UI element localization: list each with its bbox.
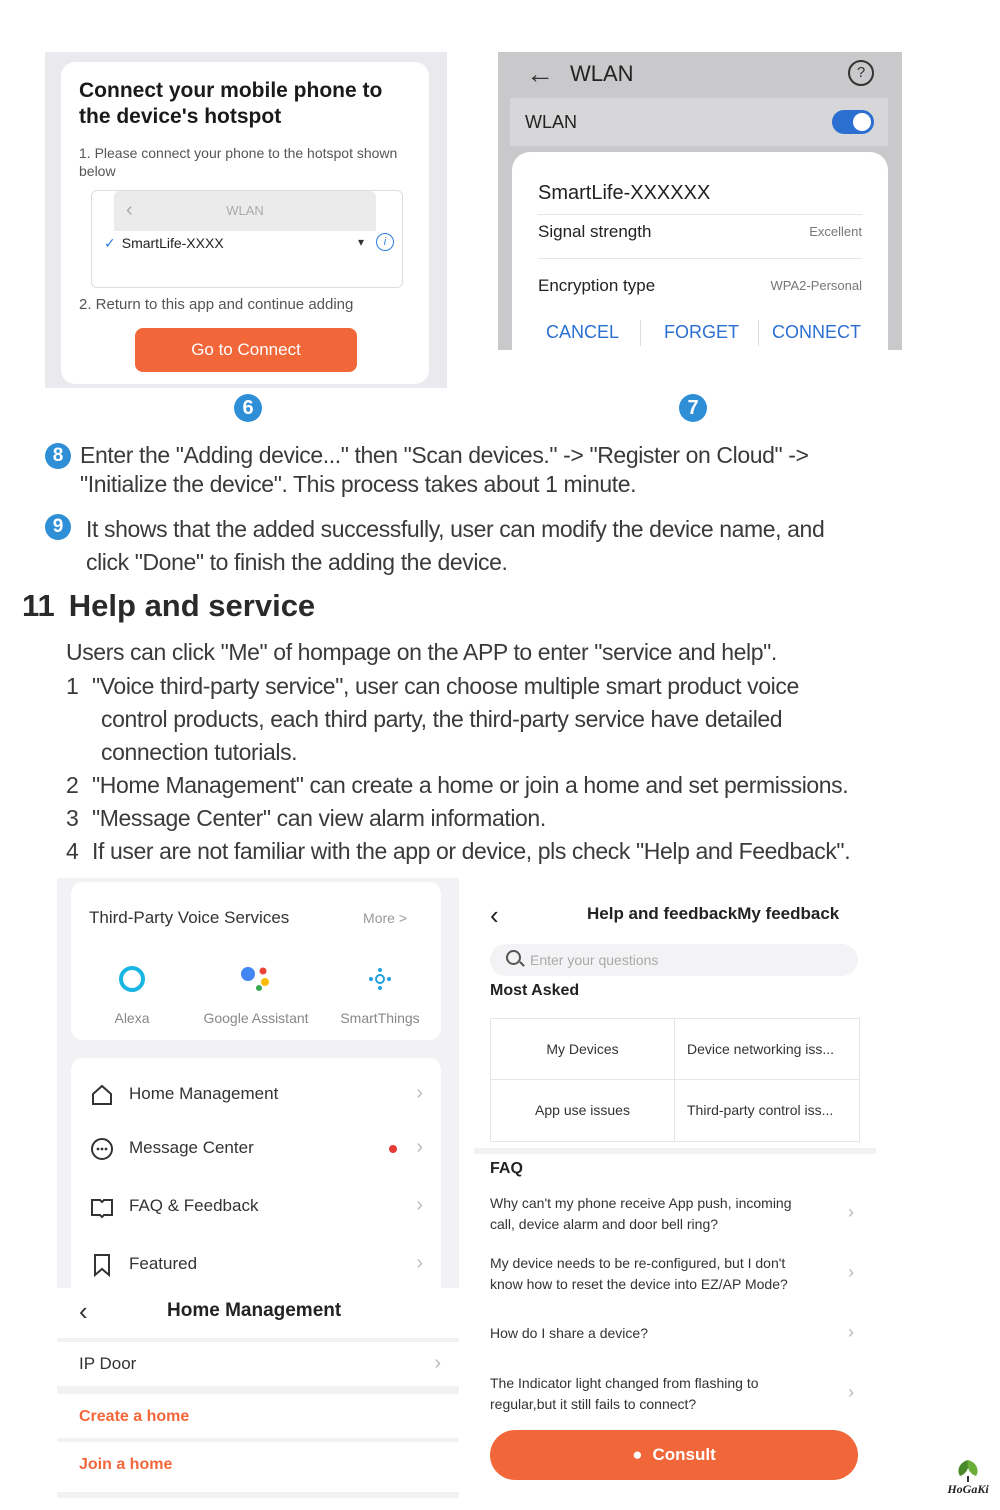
hotspot-title: Connect your mobile phone to the device's hotspot — [79, 79, 383, 128]
home-name: IP Door — [79, 1354, 137, 1373]
chevron-right-icon: › — [416, 1082, 423, 1104]
back-icon[interactable]: ‹ — [490, 900, 499, 930]
hotspot-card — [61, 62, 429, 384]
alexa-icon[interactable] — [117, 964, 147, 994]
list-item-3 — [66, 802, 546, 835]
chevron-right-icon: › — [848, 1382, 854, 1402]
divider — [538, 214, 862, 215]
back-icon[interactable]: ‹ — [79, 1296, 88, 1326]
chevron-right-icon: › — [416, 1136, 423, 1158]
hotspot-screenshot — [45, 52, 447, 388]
hotspot-network-name: SmartLife-XXXX — [121, 235, 224, 251]
menu-item-faq-feedback[interactable] — [71, 1188, 441, 1228]
hotspot-network — [104, 235, 224, 252]
divider — [538, 258, 862, 259]
step-badge-6: 6 — [234, 394, 262, 422]
most-asked-title: Most Asked — [490, 982, 580, 999]
step-badge-9: 9 — [45, 514, 71, 540]
list-item-1 — [66, 670, 799, 703]
step9-line1: It shows that the added successfully, user can modify the device name, and — [86, 516, 825, 542]
menu-item-label: FAQ & Feedback — [129, 1196, 259, 1215]
faq-title: FAQ — [490, 1160, 523, 1177]
most-asked-item[interactable]: My Devices — [546, 1041, 619, 1057]
menu-item-label: Message Center — [129, 1138, 254, 1157]
home-icon — [89, 1082, 115, 1108]
list-text: "Voice third-party service", user can choose multiple smart product voice — [92, 673, 799, 699]
list-item-2 — [66, 769, 848, 802]
wlan-preview-bar — [114, 191, 376, 231]
divider — [758, 320, 759, 346]
list-item-1-cont: connection tutorials. — [101, 739, 298, 765]
home-management-header — [57, 1288, 459, 1338]
divider — [474, 1148, 876, 1154]
most-asked-item[interactable]: App use issues — [535, 1102, 630, 1118]
encryption-value: WPA2-Personal — [770, 278, 862, 293]
menu-item-message-center[interactable] — [71, 1130, 441, 1170]
step8-line2: "Initialize the device". This process takes about 1 minute. — [80, 471, 637, 497]
info-icon[interactable]: i — [376, 233, 394, 251]
list-text: "Message Center" can view alarm information. — [92, 805, 546, 831]
cancel-button[interactable]: CANCEL — [546, 322, 620, 342]
faq-item[interactable]: My device needs to be re-configured, but I don't know how to reset the device into EZ/AP Mode? — [490, 1255, 788, 1292]
signal-label: Signal strength — [538, 222, 652, 241]
voice-services-title: Third-Party Voice Services — [89, 908, 290, 927]
leaf-logo-icon — [938, 1456, 998, 1498]
wlan-preview-title: WLAN — [226, 203, 264, 218]
wifi-icon: ▾ — [358, 235, 365, 249]
voice-services-card — [71, 882, 441, 1040]
back-icon: ‹ — [126, 199, 133, 221]
list-number: 3 — [66, 805, 79, 831]
me-menu-card — [71, 1058, 441, 1298]
section-number: 11 — [22, 588, 55, 623]
most-asked-item[interactable]: Device networking iss... — [687, 1041, 835, 1057]
faq-item[interactable]: The Indicator light changed from flashing to regular,but it still fails to connect? — [490, 1375, 759, 1412]
wlan-header-title: WLAN — [570, 61, 634, 86]
back-arrow-icon[interactable]: ← — [526, 58, 554, 89]
google-assistant-label: Google Assistant — [203, 1010, 309, 1026]
me-screenshot — [57, 878, 459, 1498]
network-dialog — [512, 152, 888, 350]
faq-item[interactable]: How do I share a device? — [490, 1325, 648, 1341]
consult-label: Consult — [652, 1445, 716, 1464]
menu-item-label: Featured — [129, 1254, 198, 1273]
home-list-item[interactable] — [57, 1342, 459, 1386]
menu-item-home-management[interactable] — [71, 1076, 441, 1116]
message-icon — [89, 1136, 115, 1162]
create-home-row[interactable] — [57, 1394, 459, 1438]
create-home-link[interactable]: Create a home — [79, 1408, 190, 1425]
go-to-connect-button[interactable]: Go to Connect — [135, 328, 357, 372]
alexa-label: Alexa — [114, 1010, 150, 1026]
home-management-title: Home Management — [167, 1300, 342, 1321]
faq-item[interactable]: Why can't my phone receive App push, incoming call, device alarm and door bell ring? — [490, 1195, 792, 1232]
join-home-row[interactable] — [57, 1442, 459, 1492]
step-badge-7: 7 — [679, 394, 707, 422]
join-home-link[interactable]: Join a home — [79, 1456, 173, 1473]
wlan-screenshot — [498, 52, 902, 350]
consult-button[interactable] — [490, 1430, 858, 1480]
menu-item-label: Home Management — [129, 1084, 279, 1103]
list-number: 2 — [66, 772, 79, 798]
chevron-right-icon: › — [416, 1194, 423, 1216]
wlan-toggle[interactable] — [832, 110, 874, 134]
divider — [674, 1019, 675, 1141]
flame-icon: ● — [632, 1445, 643, 1464]
hotspot-step1: 1. Please connect your phone to the hotspot shown below — [79, 145, 398, 179]
svg-text:HoGaKi: HoGaKi — [947, 1482, 989, 1496]
chevron-right-icon: › — [416, 1252, 423, 1274]
divider — [640, 320, 641, 346]
brand-logo — [938, 1456, 998, 1498]
section-title: Help and service — [68, 588, 316, 623]
more-link[interactable]: More > — [363, 910, 407, 926]
list-item-4 — [66, 835, 850, 868]
signal-value: Excellent — [809, 224, 862, 239]
section-intro: Users can click "Me" of hompage on the APP to enter "service and help". — [66, 639, 777, 665]
check-icon: ✓ — [104, 235, 116, 251]
network-ssid: SmartLife-XXXXXX — [538, 182, 711, 204]
step8-line1: Enter the "Adding device..." then "Scan devices." -> "Register on Cloud" -> — [80, 442, 809, 468]
wlan-row-label: WLAN — [525, 112, 578, 132]
list-item-1-cont: control products, each third party, the third-party service have detailed — [101, 706, 783, 732]
help-icon[interactable]: ? — [848, 60, 874, 86]
search-input[interactable] — [490, 944, 858, 976]
menu-item-featured[interactable] — [71, 1246, 441, 1286]
notification-dot — [389, 1145, 397, 1153]
most-asked-grid — [490, 1018, 860, 1142]
step-badge-8: 8 — [45, 443, 71, 469]
bookmark-icon — [89, 1252, 115, 1278]
search-placeholder: Enter your questions — [530, 952, 659, 968]
help-feedback-title: Help and feedbackMy feedback — [587, 904, 840, 923]
section-heading — [22, 588, 315, 624]
list-number: 1 — [66, 673, 79, 699]
chevron-right-icon: › — [434, 1352, 441, 1374]
help-feedback-screenshot — [474, 880, 876, 1500]
smartthings-label: SmartThings — [340, 1010, 420, 1026]
list-number: 4 — [66, 838, 79, 864]
chevron-right-icon: › — [848, 1262, 854, 1282]
forget-button[interactable]: FORGET — [664, 322, 739, 342]
smartthings-icon[interactable] — [365, 964, 395, 994]
encryption-label: Encryption type — [538, 276, 656, 295]
chevron-right-icon: › — [848, 1202, 854, 1222]
chevron-right-icon: › — [848, 1322, 854, 1342]
google-assistant-icon[interactable] — [239, 964, 273, 994]
list-text: If user are not familiar with the app or device, pls check "Help and Feedback". — [92, 838, 851, 864]
most-asked-item[interactable]: Third-party control iss... — [687, 1102, 834, 1118]
connect-button[interactable]: CONNECT — [772, 322, 861, 342]
list-text: "Home Management" can create a home or join a home and set permissions. — [92, 772, 849, 798]
wlan-toggle-row — [510, 98, 888, 146]
wlan-preview — [91, 190, 403, 288]
step9-line2: click "Done" to finish the adding the device. — [86, 549, 508, 575]
search-icon — [506, 950, 521, 965]
book-icon — [89, 1194, 115, 1220]
hotspot-step2: 2. Return to this app and continue adding — [79, 296, 354, 313]
